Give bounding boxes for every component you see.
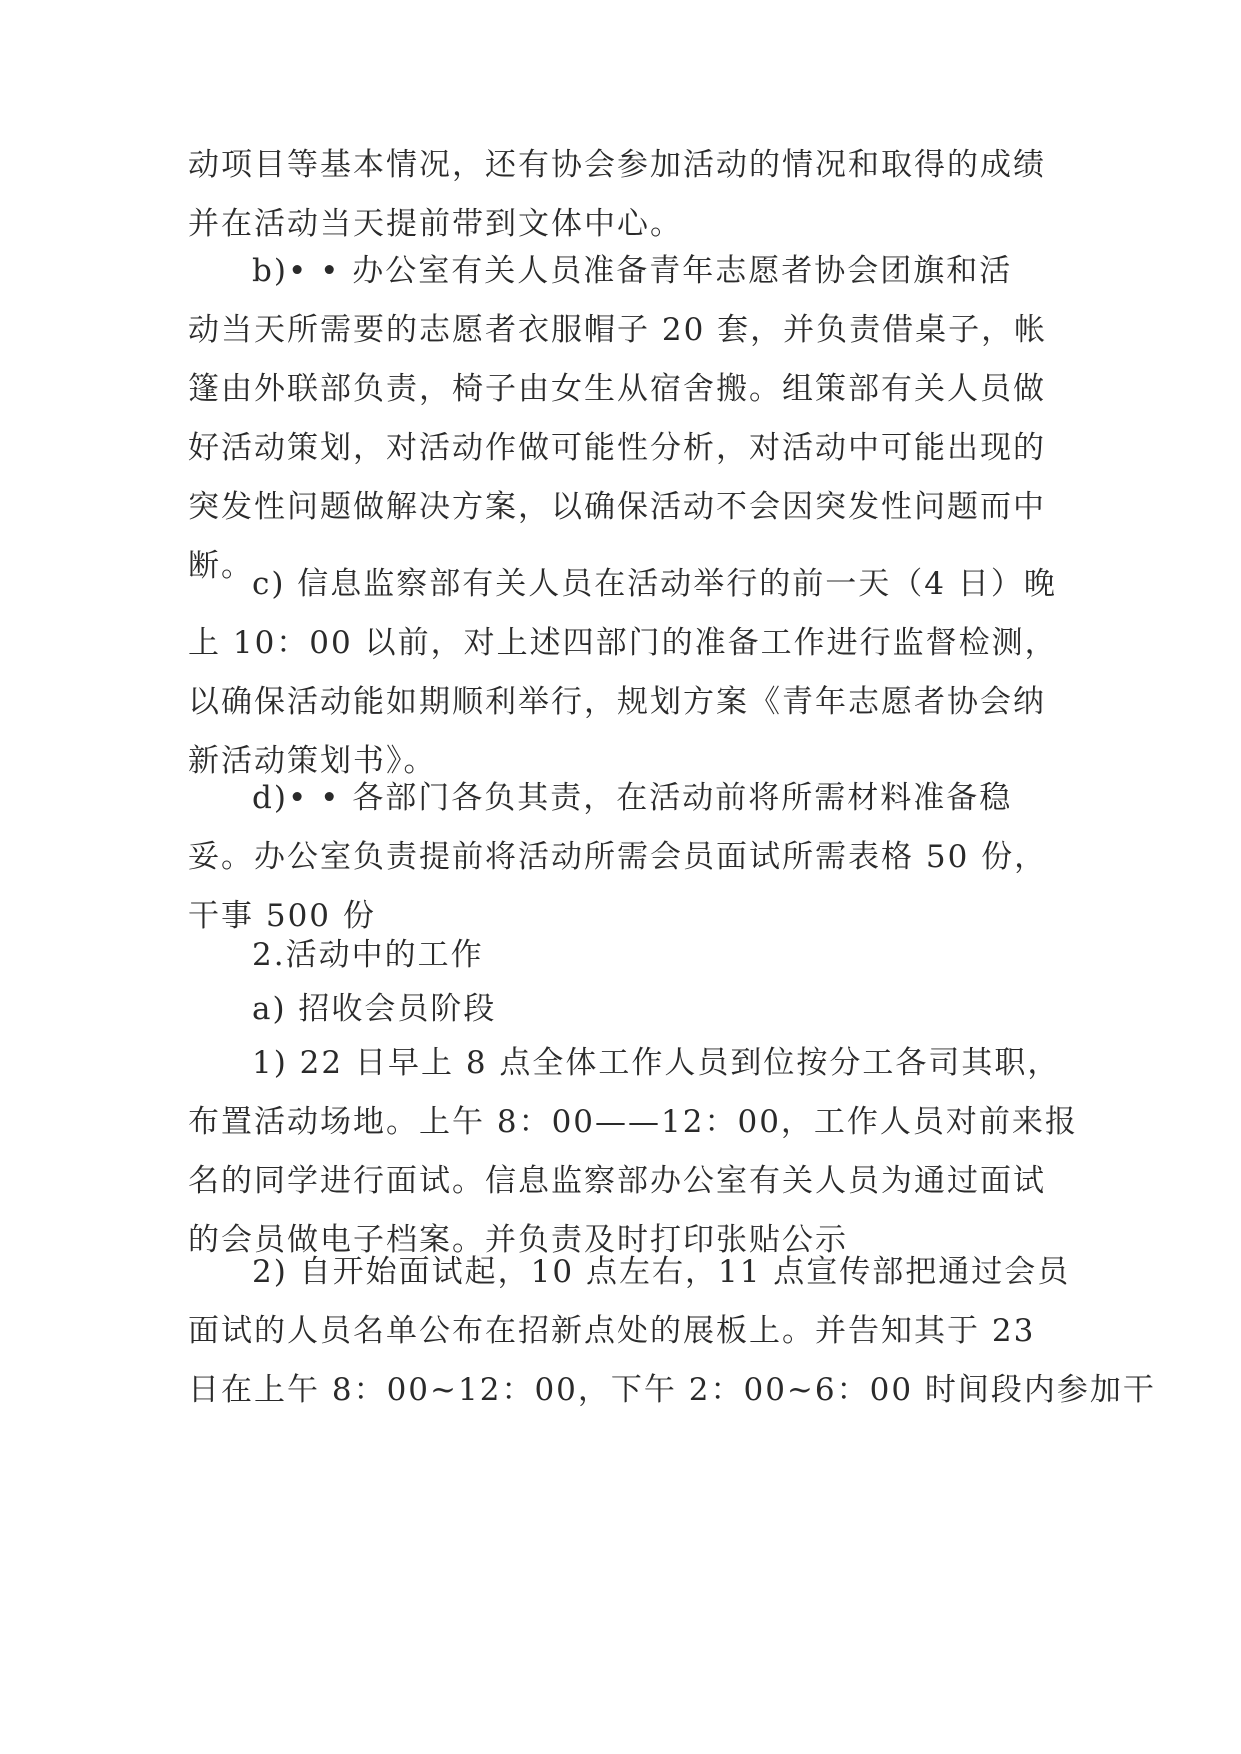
text-line: 1) 22 日早上 8 点全体工作人员到位按分工各司其职， [252, 1045, 1061, 1081]
paragraph-b [188, 242, 1054, 596]
paragraph-c [188, 555, 1058, 791]
text-line: 面试的人员名单公布在招新点处的展板上。并告知其于 23 [188, 1313, 1036, 1349]
section-heading [188, 926, 1054, 985]
text-line: d)• • 各部门各负其责，在活动前将所需材料准备稳 [252, 780, 1013, 816]
text-line: 名的同学进行面试。信息监察部办公室有关人员为通过面试 [188, 1163, 1046, 1199]
subsection-heading [188, 980, 1054, 1039]
text-line: 干事 500 份 [188, 898, 376, 934]
text-line: a) 招收会员阶段 [252, 991, 497, 1027]
text-line: 断。 [188, 548, 254, 584]
text-line: 动项目等基本情况，还有协会参加活动的情况和取得的成绩 [188, 147, 1046, 183]
text-line: 的会员做电子档案。并负责及时打印张贴公示 [188, 1222, 848, 1258]
text-line: 篷由外联部负责，椅子由女生从宿舍搬。组策部有关人员做 [188, 371, 1046, 407]
text-line: c) 信息监察部有关人员在活动举行的前一天（4 日）晚 [252, 566, 1057, 602]
text-line: 好活动策划，对活动作做可能性分析，对活动中可能出现的 [188, 430, 1046, 466]
text-line: 日在上午 8：00~12：00，下午 2：00~6：00 时间段内参加干 [188, 1372, 1156, 1408]
text-line: 突发性问题做解决方案，以确保活动不会因突发性问题而中 [188, 489, 1046, 525]
list-item-2 [188, 1243, 1156, 1420]
text-line: 妥。办公室负责提前将活动所需会员面试所需表格 50 份， [188, 839, 1048, 875]
text-line: 以确保活动能如期顺利举行，规划方案《青年志愿者协会纳 [188, 684, 1046, 720]
list-item-1 [188, 1034, 1078, 1270]
text-line: b)• • 办公室有关人员准备青年志愿者协会团旗和活 [252, 253, 1013, 289]
paragraph-1 [188, 136, 1054, 254]
paragraph-d [188, 769, 1054, 946]
text-line: 上 10：00 以前，对上述四部门的准备工作进行监督检测， [188, 625, 1058, 661]
text-line: 并在活动当天提前带到文体中心。 [188, 206, 683, 242]
text-line: 布置活动场地。上午 8：00——12：00，工作人员对前来报 [188, 1104, 1078, 1140]
text-line: 新活动策划书》。 [188, 743, 437, 779]
text-line: 2) 自开始面试起，10 点左右，11 点宣传部把通过会员 [252, 1254, 1071, 1290]
text-line: 2.活动中的工作 [252, 937, 484, 973]
text-line: 动当天所需要的志愿者衣服帽子 20 套，并负责借桌子，帐 [188, 312, 1048, 348]
